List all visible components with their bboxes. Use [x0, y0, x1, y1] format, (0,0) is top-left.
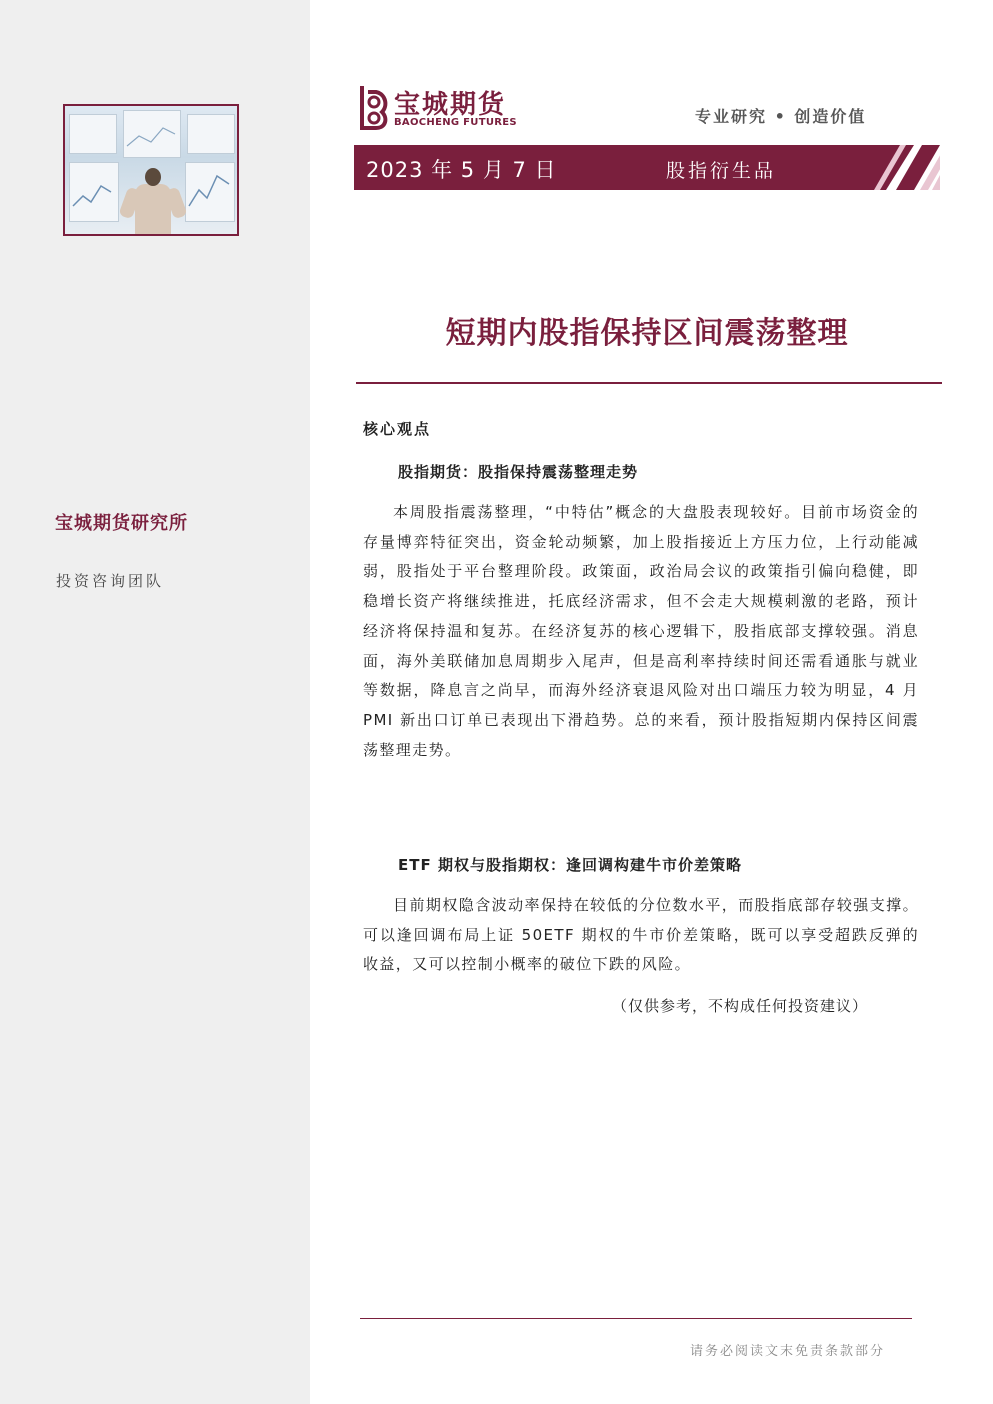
- side-org-name: 宝城期货研究所: [55, 513, 188, 534]
- logo-text-cn: 宝城期货: [394, 90, 507, 120]
- sidebar: [0, 0, 310, 1404]
- subsection-heading: ETF 期权与股指期权：逢回调构建牛市价差策略: [398, 856, 742, 874]
- person-head: [145, 168, 161, 186]
- logo-text-en: BAOCHENG FUTURES: [394, 117, 517, 128]
- footer-divider: [360, 1318, 912, 1319]
- disclaimer: （仅供参考，不构成任何投资建议）: [612, 997, 869, 1015]
- report-date: 2023 年 5 月 7 日: [366, 158, 557, 182]
- title-divider: [356, 382, 942, 384]
- cover-image: [63, 104, 239, 236]
- slogan: 专业研究 • 创造价值: [695, 107, 867, 126]
- company-logo: [356, 84, 526, 134]
- logo-mark-icon: [356, 84, 390, 130]
- section-heading: 核心观点: [363, 420, 432, 438]
- date-band: [354, 145, 940, 190]
- subsection-heading: 股指期货：股指保持震荡整理走势: [398, 463, 639, 481]
- person-body: [135, 184, 171, 236]
- footer-note: 请务必阅读文末免责条款部分: [690, 1344, 886, 1359]
- paragraph: 本周股指震荡整理，“中特估”概念的大盘股表现较好。目前市场资金的存量博弈特征突出，资金轮动频繁，加上股指接近上方压力位，上行动能减弱，股指处于平台整理阶段。政策面，政治局会议的政策指引偏向稳健，即稳增长资产将继续推进，托底经济需求，但不会走大规模刺激的老路，预计经济将保持温和复苏。在经济复苏的核心逻辑下，股指底部支撑较强。消息面，海外美联储加息周期步入尾声，但是高利率持续时间还需看通胀与就业等数据，降息言之尚早，而海外经济衰退风险对出口端压力较为明显，4 月 PMI 新出口订单已表现出下滑趋势。总的来看，预计股指短期内保持区间震荡整理走势。: [363, 503, 919, 759]
- paragraph: 目前期权隐含波动率保持在较低的分位数水平，而股指底部存较强支撑。可以逢回调布局上证 50ETF 期权的牛市价差策略，既可以享受超跌反弹的收益，又可以控制小概率的破位下跌的风险。: [363, 896, 919, 974]
- side-team-name: 投资咨询团队: [56, 572, 165, 590]
- page-title: 短期内股指保持区间震荡整理: [445, 316, 849, 351]
- report-category: 股指衍生品: [666, 160, 777, 182]
